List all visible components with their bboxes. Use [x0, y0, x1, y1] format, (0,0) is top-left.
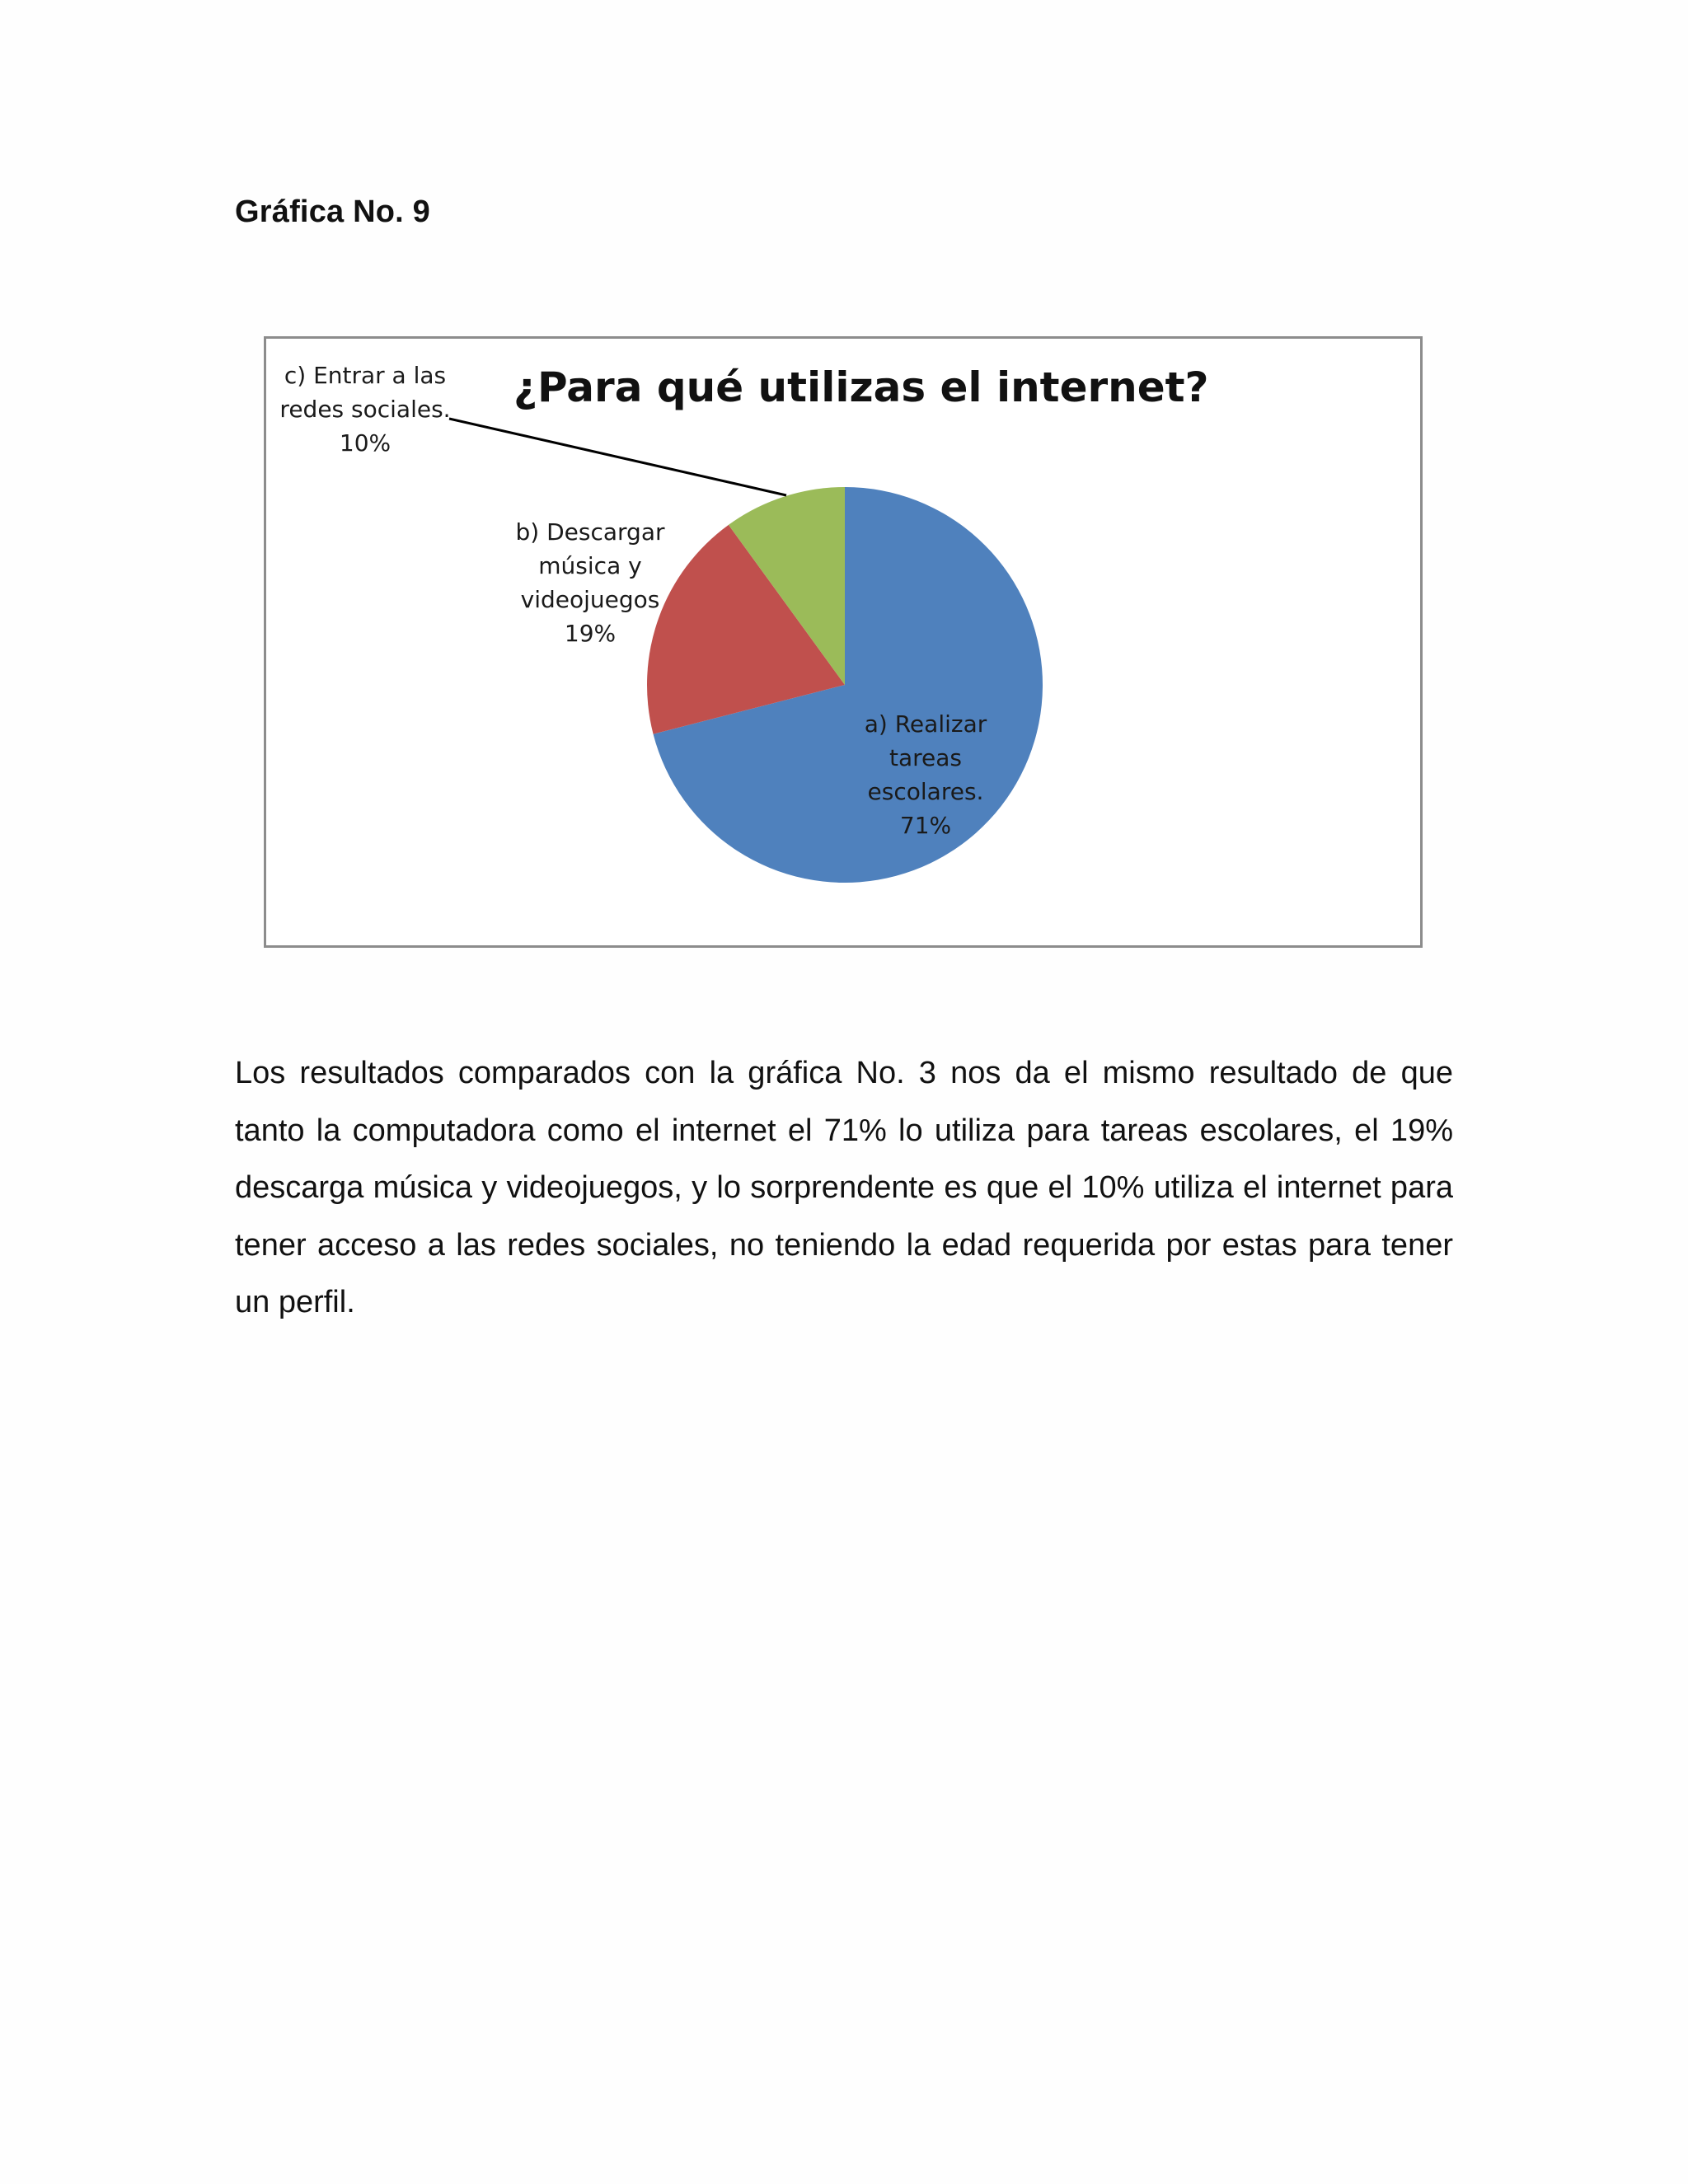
- analysis-paragraph: Los resultados comparados con la gráfica No. 3 nos da el mismo resultado de que tanto la computadora como el internet el 71% lo utiliza para tareas escolares, el 19% descarga música y videojuegos, y lo sorprendente es que el 10% utiliza el internet para tener acceso a las redes sociales, no teniendo la edad requerida por estas para tener un perfil.: [235, 1056, 1453, 1319]
- slice-label-c-line: c) Entrar a las: [284, 362, 447, 389]
- pie-chart: [264, 336, 1423, 948]
- slice-label-a-line: tareas: [889, 744, 962, 771]
- slice-label-a-value: 71%: [899, 812, 952, 839]
- chart-title: ¿Para qué utilizas el internet?: [513, 363, 1209, 411]
- slice-label-c-value: 10%: [339, 429, 392, 457]
- slice-label-a-line: escolares.: [867, 778, 984, 805]
- slice-label-a-line: a) Realizar: [864, 710, 987, 738]
- slice-label-b: [491, 515, 689, 650]
- page-heading: Gráfica No. 9: [235, 194, 431, 229]
- slice-label-b-value: 19%: [564, 620, 617, 647]
- slice-label-b-line: b) Descargar: [515, 518, 665, 546]
- slice-label-b-line: videojuegos: [520, 586, 660, 613]
- slice-label-b-line: música y: [538, 552, 642, 579]
- slice-label-c: [266, 359, 464, 460]
- slice-label-c-line: redes sociales.: [279, 396, 451, 423]
- leader-line: [449, 419, 786, 495]
- slice-label-a: [851, 707, 1000, 842]
